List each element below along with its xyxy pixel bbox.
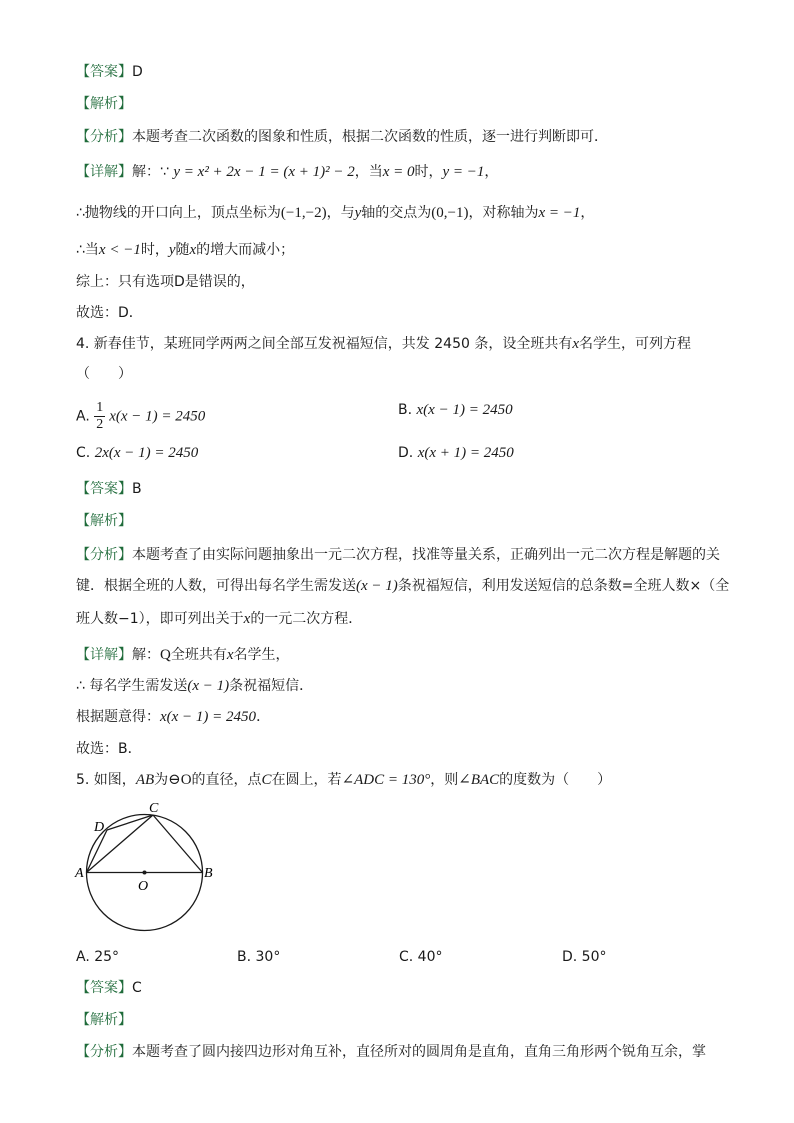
label-d: D xyxy=(94,820,105,835)
choose-line-q3: 故选：D． xyxy=(76,305,143,321)
question-5-stem: 5. 如图，AB为⊖O的直径，点C在圆上，若∠ADC = 130°，则∠BAC的度数为（ ） xyxy=(76,772,612,788)
option-a-q4: A. $\frac{1}{2}$ x(x − 1) = 2450 xyxy=(76,400,206,432)
fenxi-line3-q4: 班人数−1），即可列出关于x的一元二次方程． xyxy=(76,611,363,627)
quadratic-expression: y = x² + 2x − 1 = (x + 1)² − 2 xyxy=(173,164,355,180)
detail-line-q4: 【详解】解：Q全班共有x名学生， xyxy=(76,647,290,663)
circle-figure xyxy=(70,800,230,940)
answer-value: D xyxy=(132,64,143,80)
fenxi-line-q5: 【分析】本题考查了圆内接四边形对角互补，直径所对的圆周角是直角，直角三角形两个锐角互余，掌 xyxy=(76,1044,706,1060)
answer-tag: 【答案】 xyxy=(76,64,132,80)
analysis-tag-q3: 【解析】 xyxy=(76,96,132,112)
detail-line3-q4: 根据题意得：x(x − 1) = 2450． xyxy=(76,709,271,725)
vertex-line-q3: ∴抛物线的开口向上，顶点坐标为(−1,−2)，与y轴的交点为(0,−1)，对称轴为x = −1， xyxy=(76,205,595,221)
detail-line2-q4: ∴ 每名学生需发送(x − 1)条祝福短信． xyxy=(76,678,314,694)
option-d-q5: D. 50° xyxy=(562,949,607,965)
option-a-q5: A. 25° xyxy=(76,949,120,965)
fenxi-line1-q4: 【分析】本题考查了由实际问题抽象出一元二次方程，找准等量关系，正确列出一元二次方程是解题的关 xyxy=(76,547,720,563)
summary-line-q3: 综上：只有选项D是错误的， xyxy=(76,274,255,290)
detail-line-q3: 【详解】解：∵ y = x² + 2x − 1 = (x + 1)² − 2，当x = 0时，y = −1， xyxy=(76,164,499,180)
since-symbol: Q xyxy=(160,647,171,663)
answer-line-q3 xyxy=(76,62,143,82)
label-b: B xyxy=(204,866,213,881)
segment-ad xyxy=(87,830,108,873)
fraction-half: $\frac{1}{2}$ xyxy=(96,400,104,432)
label-o: O xyxy=(138,879,149,894)
monotonic-line-q3: ∴当x < −1时，y随x的增大而减小； xyxy=(76,242,295,258)
option-c-q5: C. 40° xyxy=(399,949,443,965)
option-c-q4: C. 2x(x − 1) = 2450 xyxy=(76,445,199,461)
fenxi-line2-q4: 键．根据全班的人数，可得出每名学生需发送(x − 1)条祝福短信，利用发送短信的总条数=全班人数×（全 xyxy=(76,578,730,594)
option-b-q5: B. 30° xyxy=(237,949,281,965)
center-point xyxy=(143,871,147,875)
choose-line-q4: 故选：B． xyxy=(76,741,142,757)
question-4-blank: （ ） xyxy=(76,366,132,382)
fenxi-line-q3: 【分析】本题考查二次函数的图象和性质，根据二次函数的性质，逐一进行判断即可． xyxy=(76,129,608,145)
analysis-tag-q5: 【解析】 xyxy=(76,1012,132,1028)
question-4-stem: 4. 新春佳节，某班同学两两之间全部互发祝福短信，共发 2450 条，设全班共有x名学生，可列方程 xyxy=(76,336,692,352)
option-b-q4: B. x(x − 1) = 2450 xyxy=(398,402,513,418)
label-a: A xyxy=(75,866,84,881)
answer-line-q5: 【答案】C xyxy=(76,980,142,996)
analysis-tag-q4: 【解析】 xyxy=(76,513,132,529)
label-c: C xyxy=(149,801,159,816)
option-d-q4: D. x(x + 1) = 2450 xyxy=(398,445,514,461)
answer-line-q4: 【答案】B xyxy=(76,481,142,497)
